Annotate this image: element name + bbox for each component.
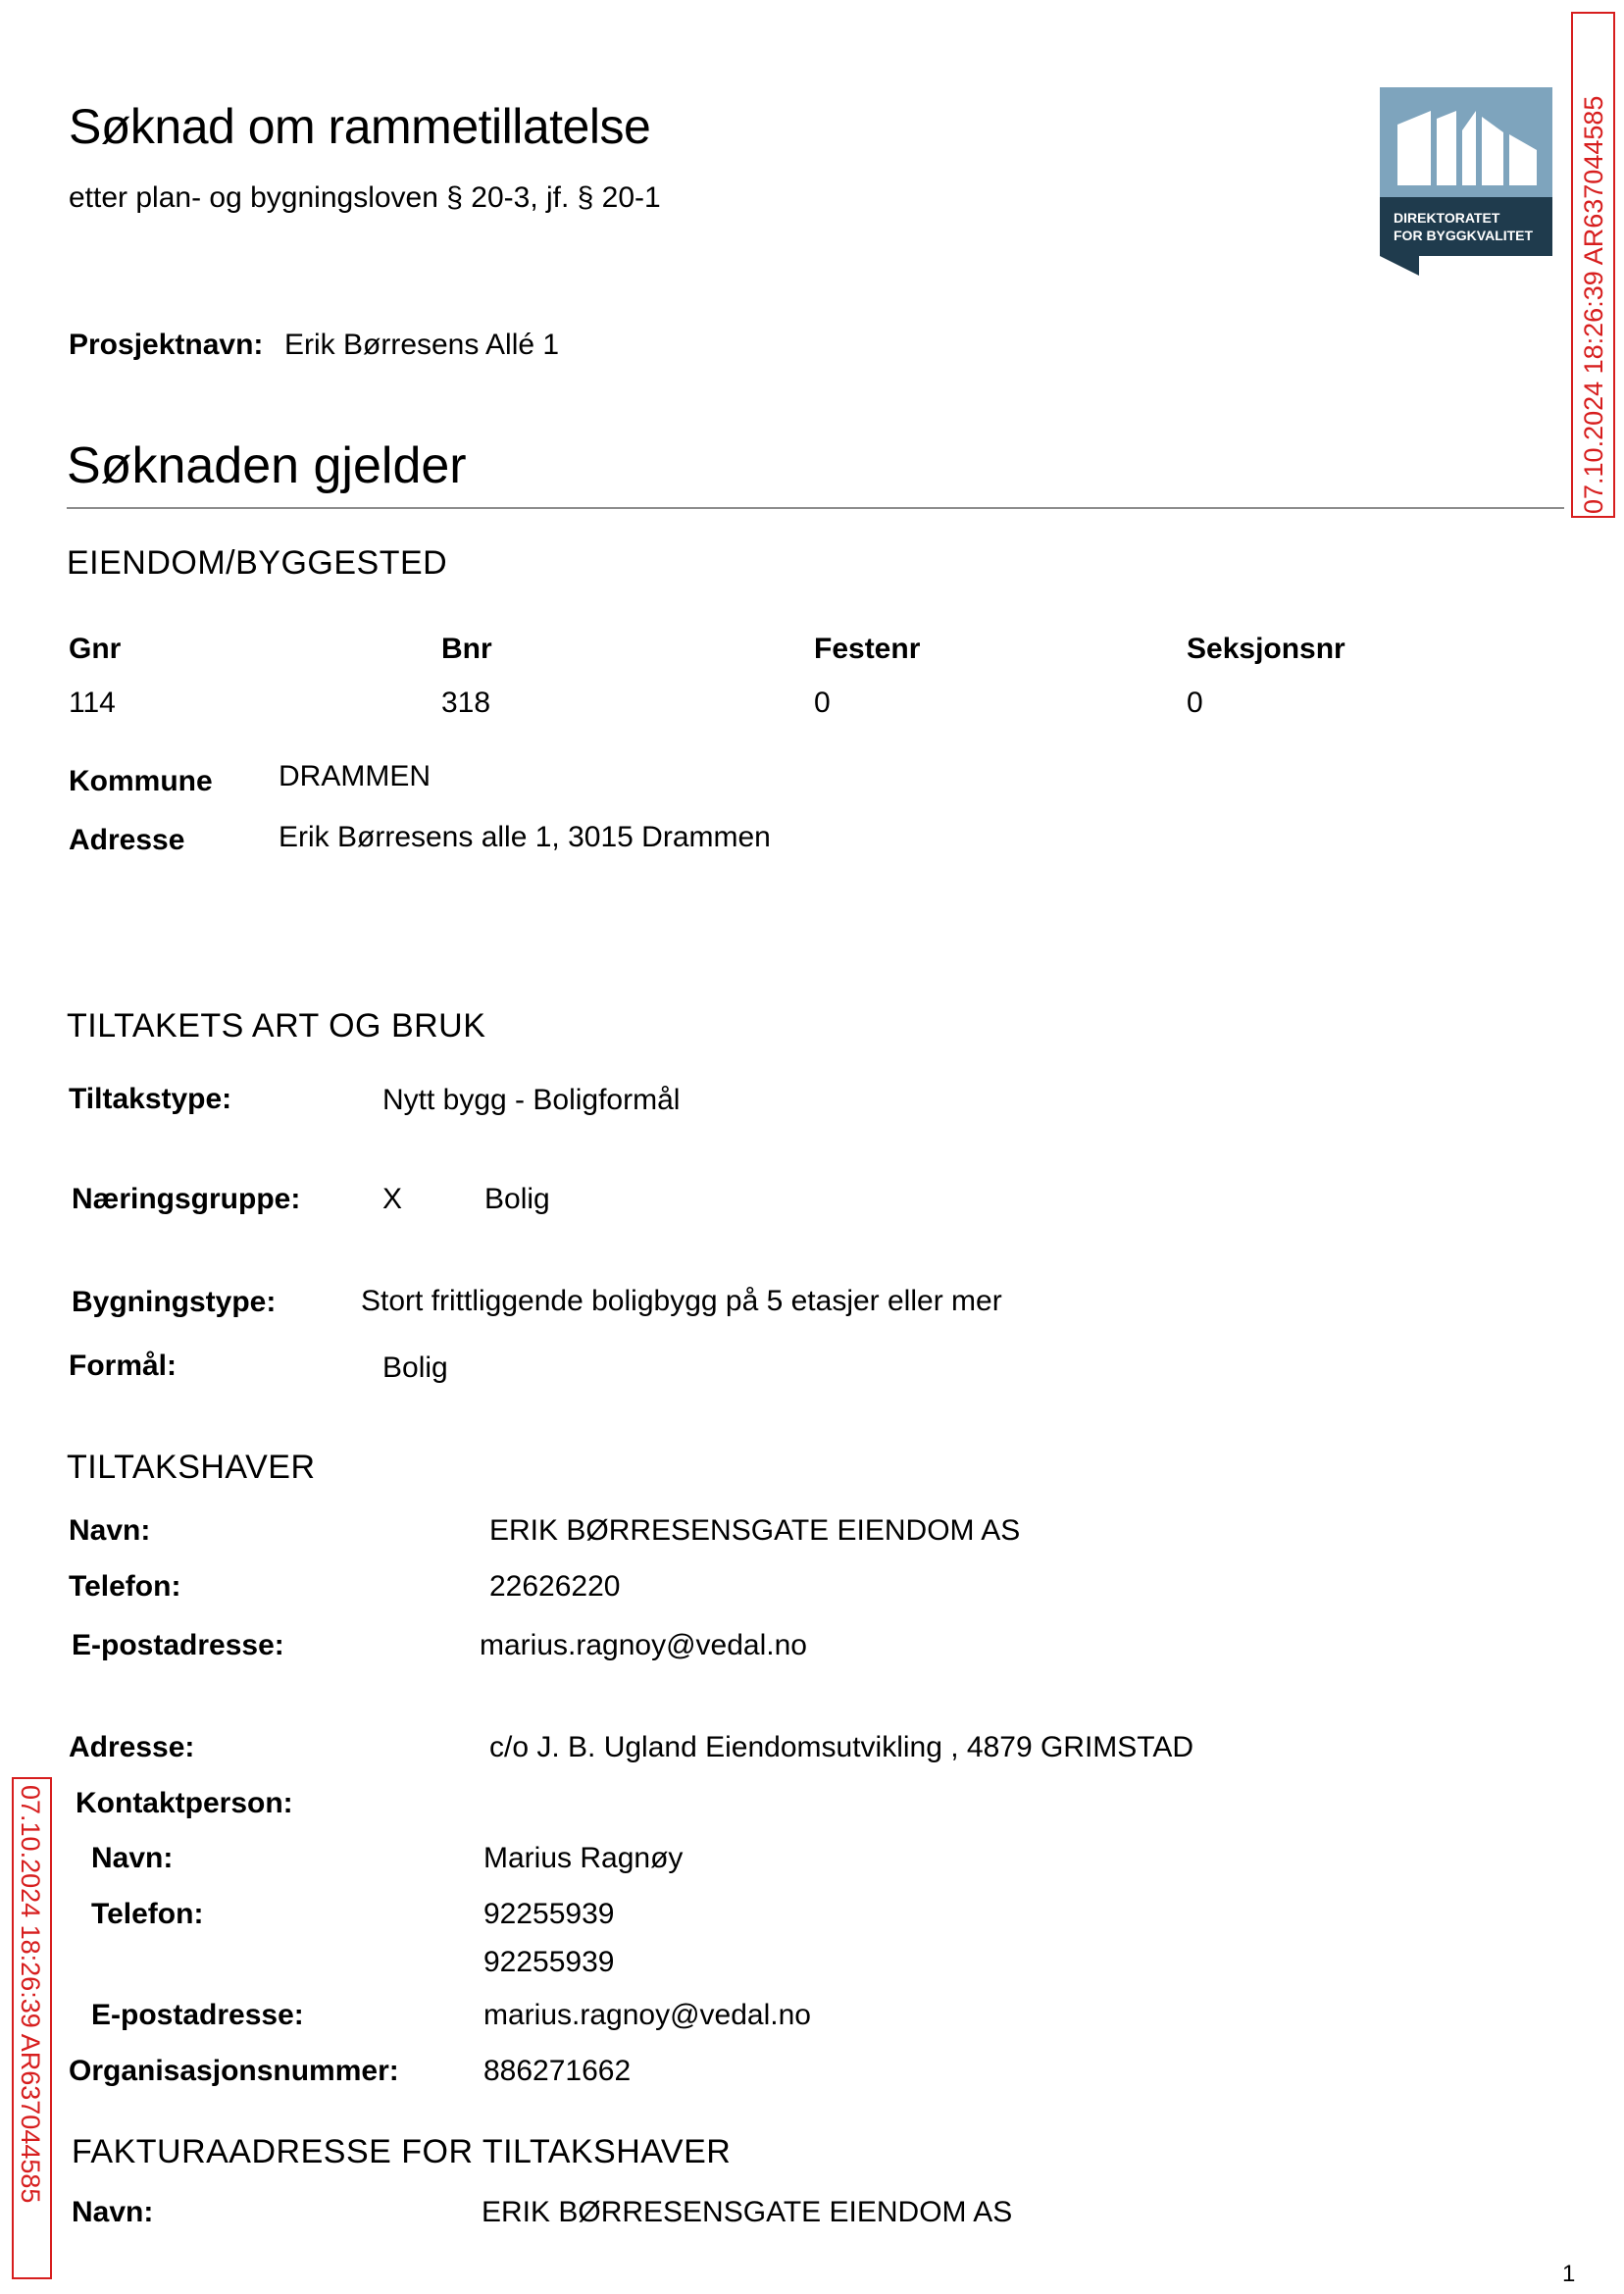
tiltak-heading: TILTAKETS ART OG BRUK [67, 1007, 486, 1045]
tiltakshaver-navn-value: ERIK BØRRESENSGATE EIENDOM AS [489, 1514, 1021, 1547]
kontakt-navn-label: Navn: [91, 1842, 174, 1874]
adresse-label: Adresse [69, 824, 185, 856]
eiendom-heading: EIENDOM/BYGGESTED [67, 544, 448, 582]
seksjonsnr-label: Seksjonsnr [1187, 633, 1345, 665]
orgnr-value: 886271662 [483, 2055, 632, 2087]
kommune-label: Kommune [69, 765, 213, 797]
kontakt-telefon-value-2: 92255939 [483, 1946, 615, 1978]
bygningstype-value: Stort frittliggende boligbygg på 5 etasjer eller mer [361, 1285, 1002, 1317]
naeringsgruppe-label: Næringsgruppe: [72, 1183, 301, 1215]
section-divider [67, 507, 1564, 509]
tiltakshaver-epost-label: E-postadresse: [72, 1629, 284, 1661]
logo-line1: DIREKTORATET [1394, 210, 1500, 226]
tiltakshaver-heading: TILTAKSHAVER [67, 1449, 316, 1486]
faktura-heading: FAKTURAADRESSE FOR TILTAKSHAVER [72, 2133, 732, 2170]
bygningstype-label: Bygningstype: [72, 1286, 277, 1318]
kommune-value: DRAMMEN [279, 760, 431, 792]
seksjonsnr-value: 0 [1187, 687, 1203, 719]
kontakt-navn-value: Marius Ragnøy [483, 1842, 684, 1874]
stamp-bottom-left [12, 1777, 52, 2279]
formal-label: Formål: [69, 1350, 178, 1382]
document-subtitle: etter plan- og bygningsloven § 20-3, jf. § 20-1 [69, 181, 661, 214]
festenr-value: 0 [814, 687, 831, 719]
tiltakstype-label: Tiltakstype: [69, 1083, 232, 1115]
stamp-top-right-text: 07.10.2024 18:26:39 AR637044585 [1579, 95, 1608, 514]
faktura-navn-value: ERIK BØRRESENSGATE EIENDOM AS [482, 2196, 1013, 2228]
project-value: Erik Børresens Allé 1 [284, 329, 560, 361]
stamp-bottom-left-text: 07.10.2024 18:26:39 AR637044585 [16, 1785, 45, 2204]
dibk-logo [1380, 87, 1552, 276]
logo-bottom-block [1380, 197, 1552, 256]
tiltakshaver-telefon-value: 22626220 [489, 1570, 621, 1603]
tiltakstype-value: Nytt bygg - Boligformål [382, 1084, 681, 1116]
kontakt-epost-value: marius.ragnoy@vedal.no [483, 1999, 811, 2031]
stamp-top-right [1571, 12, 1615, 518]
kontaktperson-label: Kontaktperson: [76, 1787, 293, 1819]
formal-value: Bolig [382, 1351, 448, 1384]
gnr-label: Gnr [69, 633, 122, 665]
gnr-value: 114 [69, 687, 116, 719]
tiltakshaver-adresse-label: Adresse: [69, 1731, 195, 1763]
section-heading: Søknaden gjelder [67, 437, 467, 494]
orgnr-label: Organisasjonsnummer: [69, 2055, 399, 2087]
tiltakshaver-telefon-label: Telefon: [69, 1570, 181, 1603]
tiltakshaver-adresse-value: c/o J. B. Ugland Eiendomsutvikling , 4879 GRIMSTAD [489, 1731, 1194, 1763]
bnr-label: Bnr [441, 633, 492, 665]
kontakt-telefon-label: Telefon: [91, 1898, 204, 1930]
document-title: Søknad om rammetillatelse [69, 99, 651, 154]
adresse-value: Erik Børresens alle 1, 3015 Drammen [279, 821, 771, 853]
tiltakshaver-epost-value: marius.ragnoy@vedal.no [480, 1629, 807, 1661]
logo-line2: FOR BYGGKVALITET [1394, 228, 1534, 243]
logo-ribbon [1380, 256, 1419, 276]
bnr-value: 318 [441, 687, 491, 719]
naeringsgruppe-code: X [382, 1183, 403, 1215]
kontakt-epost-label: E-postadresse: [91, 1999, 304, 2031]
project-label: Prosjektnavn: [69, 329, 264, 361]
naeringsgruppe-value: Bolig [484, 1183, 550, 1215]
kontakt-telefon-value: 92255939 [483, 1898, 615, 1930]
page-number: 1 [1562, 2261, 1576, 2287]
tiltakshaver-navn-label: Navn: [69, 1514, 151, 1547]
faktura-navn-label: Navn: [72, 2196, 154, 2228]
festenr-label: Festenr [814, 633, 921, 665]
